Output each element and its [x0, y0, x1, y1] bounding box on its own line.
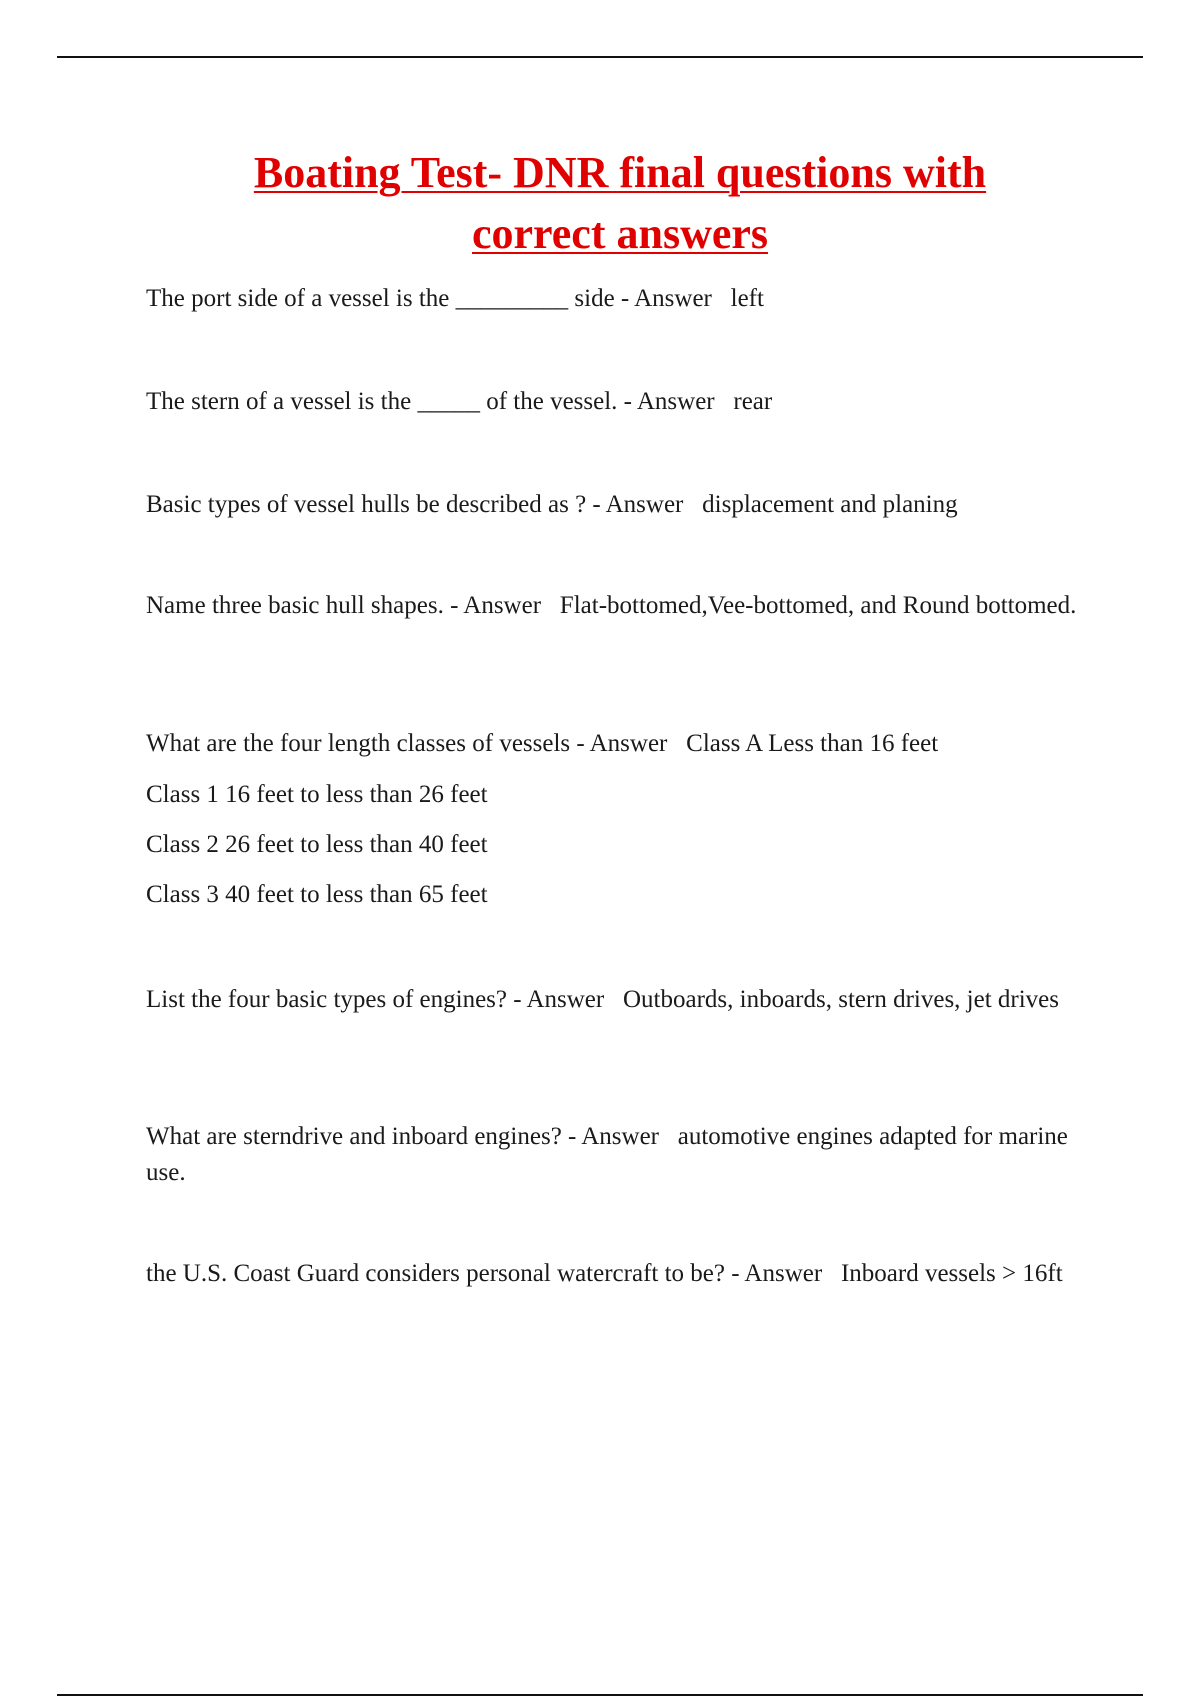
qa-item-8: [146, 1256, 1106, 1292]
qa-item-7: [146, 1119, 1106, 1191]
question-text: What are sterndrive and inboard engines?: [146, 1123, 562, 1150]
qa-item-2: [146, 384, 1106, 420]
question-text: Name three basic hull shapes.: [146, 592, 444, 619]
answer-text: Flat-bottomed,Vee-bottomed, and Round bottomed.: [559, 592, 1077, 619]
title-line-1: Boating Test- DNR final questions with: [253, 148, 987, 197]
answer-text: left: [730, 285, 764, 312]
answer-label: - Answer: [724, 1260, 841, 1287]
answer-extra-line: Class 1 16 feet to less than 26 feet: [146, 781, 488, 808]
qa-item-1: [146, 281, 1106, 317]
qa-item-4: [146, 588, 1106, 624]
qa-item-3: [146, 487, 1106, 523]
question-text: List the four basic types of engines?: [146, 986, 508, 1013]
answer-text: Class A Less than 16 feet: [686, 730, 939, 757]
answer-text: rear: [733, 388, 773, 415]
answer-extra-line: Class 3 40 feet to less than 65 feet: [146, 881, 488, 908]
question-text: The port side of a vessel is the _________ side: [146, 285, 615, 312]
header-rule: [57, 56, 1143, 58]
qa-item-6: [146, 982, 1106, 1018]
question-text: the U.S. Coast Guard considers personal watercraft to be?: [146, 1260, 725, 1287]
answer-text: Inboard vessels > 16ft: [840, 1260, 1063, 1287]
answer-label: - Answer: [443, 592, 560, 619]
footer-rule: [57, 1694, 1143, 1696]
title-line-2: correct answers: [471, 209, 769, 258]
answer-label: - Answer: [586, 491, 703, 518]
document-title: [100, 142, 1140, 264]
answer-label: - Answer: [507, 986, 623, 1013]
answer-label: - Answer: [561, 1123, 678, 1150]
question-text: The stern of a vessel is the _____ of the vessel.: [146, 388, 618, 415]
qa-item-5: [146, 726, 1106, 762]
answer-extra-line: Class 2 26 feet to less than 40 feet: [146, 831, 488, 858]
answer-label: - Answer: [570, 730, 687, 757]
answer-label: - Answer: [617, 388, 734, 415]
answer-text: Outboards, inboards, stern drives, jet drives: [622, 986, 1060, 1013]
answer-text: automotive engines adapted for marine use.: [146, 1123, 1068, 1186]
question-text: Basic types of vessel hulls be described as ?: [146, 491, 587, 518]
question-text: What are the four length classes of vessels: [146, 730, 571, 757]
answer-label: - Answer: [614, 285, 731, 312]
answer-text: displacement and planing: [702, 491, 958, 518]
